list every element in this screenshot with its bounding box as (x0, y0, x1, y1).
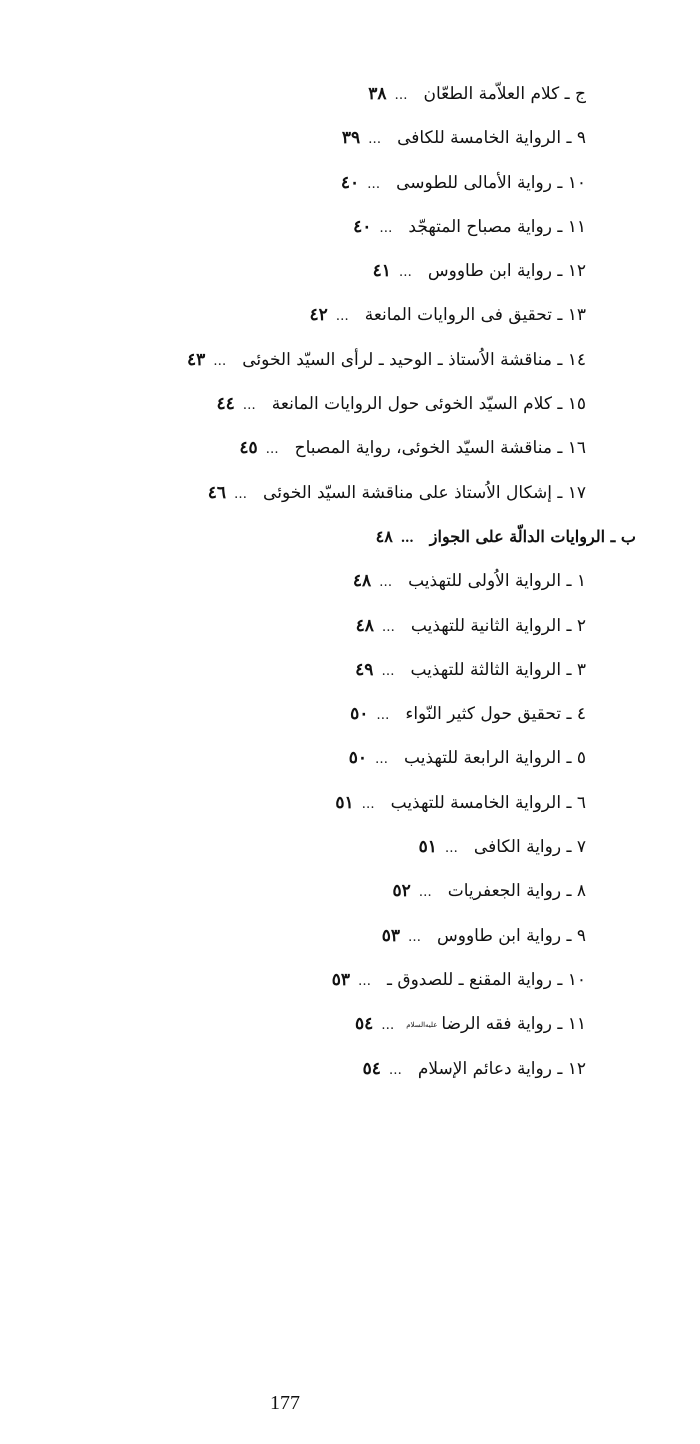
toc-entry (26, 869, 586, 913)
toc-entry (26, 293, 586, 337)
toc-leader-dots: … (394, 88, 408, 103)
toc-entry-page: ٤٤ (216, 394, 235, 415)
toc-entry-title: ١٢ ـ رواية ابن طاووس (427, 261, 586, 282)
toc-entry-title: ١٤ ـ مناقشة الاُستاذ ـ الوحيد ـ لرأى السيّد الخوئى (242, 349, 586, 370)
toc-entry-page: ٤٨ (352, 571, 372, 592)
toc-entry (26, 692, 586, 736)
toc-entry (26, 604, 586, 648)
toc-entry-page: ٣٨ (368, 84, 387, 104)
toc-leader-dots: … (375, 752, 389, 768)
toc-leader-dots: … (388, 1062, 402, 1078)
toc-entry-title: ١١ ـ رواية مصباح المتهجّد (408, 216, 586, 237)
toc-leader-dots: … (265, 442, 279, 458)
toc-entry (26, 471, 586, 515)
toc-entry (26, 648, 586, 692)
toc-entry-page: ٥١ (418, 837, 437, 858)
toc-entry (26, 1047, 586, 1091)
toc-leader-dots: … (335, 309, 349, 325)
toc-entry-title: ١ ـ الرواية الاُولى للتهذيب (408, 571, 586, 592)
toc-entry (26, 116, 586, 160)
toc-entry-title: ٣ ـ الرواية الثالثة للتهذيب (410, 659, 586, 680)
toc-entry-title: ٢ ـ الرواية الثانية للتهذيب (410, 615, 586, 636)
toc-leader-dots: … (407, 929, 421, 945)
toc-leader-dots: … (381, 619, 395, 635)
toc-entry-page: ٥٠ (350, 704, 369, 725)
toc-entry-page: ٤١ (372, 261, 391, 282)
toc-entry-page: ٤٨ (375, 526, 393, 546)
toc-leader-dots: … (381, 663, 395, 679)
toc-entry-page: ٤٠ (340, 172, 360, 193)
toc-entry-page: ٤٢ (309, 305, 328, 326)
toc-entry-title: ب ـ الروايات الدالّة على الجواز (429, 526, 636, 546)
toc-leader-dots: … (213, 353, 227, 369)
toc-leader-dots: … (367, 176, 381, 192)
toc-entry-title: ٥ ـ الرواية الرابعة للتهذيب (404, 748, 586, 769)
toc-entry-page: ٥٣ (331, 969, 350, 990)
toc-leader-dots: … (234, 486, 248, 502)
toc-entry (26, 1002, 586, 1046)
toc-entry-page: ٤٨ (355, 615, 374, 636)
toc-entry-page: ٤٩ (355, 659, 374, 680)
toc-leader-dots: … (361, 796, 375, 812)
toc-section-heading (26, 515, 636, 559)
toc-entry-page: ٥٤ (362, 1058, 381, 1079)
toc-entry-page: ٥٢ (392, 881, 411, 902)
toc-entry-title: ١٥ ـ كلام السيّد الخوئى حول الروايات المانعة (271, 394, 586, 415)
toc-entry-page: ٤٠ (353, 216, 372, 237)
toc-entry (26, 825, 586, 869)
toc-entry-title: ١٧ ـ إشكال الاُستاذ على مناقشة السيّد الخوئى (263, 482, 586, 503)
toc-entry (26, 559, 586, 603)
toc-entry-title: ١٦ ـ مناقشة السيّد الخوئى، رواية المصباح (294, 438, 586, 459)
toc-leader-dots: … (398, 265, 412, 281)
toc-entry-title: ٤ ـ تحقيق حول كثير النّواء (405, 704, 586, 725)
toc-entry-page: ٤٥ (239, 438, 258, 459)
toc-entry-title: ١٠ ـ رواية الأمالى للطوسى (396, 172, 586, 193)
toc-leader-dots: … (358, 973, 371, 989)
toc-leader-dots: … (400, 530, 414, 546)
toc-entry-title: ٩ ـ رواية ابن طاووس (436, 925, 586, 946)
toc-entry-honorific: عليه‌السلام (406, 1020, 438, 1029)
toc-leader-dots: … (418, 885, 432, 901)
toc-entry-page: ٤٣ (187, 349, 206, 370)
toc-leader-dots: … (444, 841, 458, 857)
toc-entry-title: ١١ ـ رواية فقه الرضا (441, 1014, 586, 1035)
toc-entry-page: ٣٩ (341, 128, 361, 149)
toc-entry (26, 426, 586, 470)
toc-entry (26, 338, 586, 382)
toc-entry (26, 382, 586, 426)
toc-entry-title: ج ـ كلام العلاّمة الطعّان (423, 84, 586, 104)
toc-entry-title: ١٢ ـ رواية دعائم الإسلام (417, 1058, 586, 1079)
toc-entry-page: ٥٤ (354, 1014, 374, 1035)
toc-entry-title: ٨ ـ رواية الجعفريات (447, 881, 586, 902)
toc-entry (26, 958, 586, 1002)
toc-entry (26, 72, 586, 116)
toc-leader-dots: … (242, 398, 256, 414)
toc-entry (26, 914, 586, 958)
toc-entry (26, 205, 586, 249)
toc-entry-title: ٦ ـ الرواية الخامسة للتهذيب (390, 792, 586, 813)
toc-leader-dots: … (376, 708, 390, 724)
toc-entry-title: ١٠ ـ رواية المقنع ـ للصدوق ـ (387, 969, 586, 990)
toc-entry (26, 249, 586, 293)
toc-entry-title: ٩ ـ الرواية الخامسة للكافى (397, 128, 586, 149)
toc-entry-page: ٥٣ (381, 925, 400, 946)
toc-entry-page: ٥١ (335, 792, 354, 813)
toc-entry (26, 781, 586, 825)
toc-entry (26, 161, 586, 205)
toc-entry-page: ٤٦ (207, 482, 227, 503)
toc-leader-dots: … (381, 1018, 395, 1034)
toc-entry (26, 736, 586, 780)
toc-leader-dots: … (379, 220, 393, 236)
page-number: 177 (270, 1392, 300, 1414)
toc-leader-dots: … (368, 132, 382, 148)
toc-entry-title: ٧ ـ رواية الكافى (473, 837, 586, 858)
toc-leader-dots: … (379, 575, 393, 591)
toc-entry-page: ٥٠ (348, 748, 368, 769)
table-of-contents (26, 72, 636, 1091)
toc-entry-title: ١٣ ـ تحقيق فى الروايات المانعة (364, 305, 586, 326)
